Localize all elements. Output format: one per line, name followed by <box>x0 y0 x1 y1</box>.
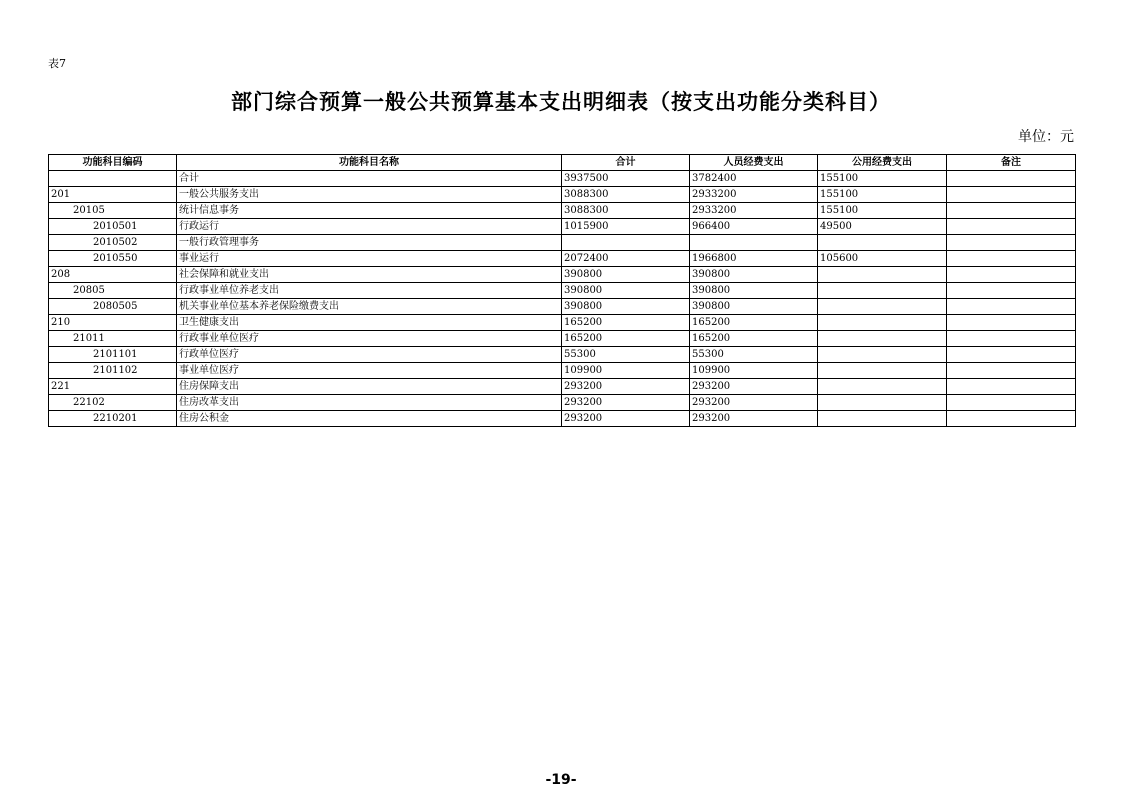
cell-function-name: 社会保障和就业支出 <box>177 267 562 283</box>
cell-public-expense: 105600 <box>818 251 947 267</box>
cell-note <box>947 331 1076 347</box>
cell-personnel-expense: 390800 <box>690 283 818 299</box>
header-function-code: 功能科目编码 <box>49 155 177 171</box>
cell-personnel-expense: 293200 <box>690 411 818 427</box>
cell-total: 1015900 <box>562 219 690 235</box>
cell-function-name: 行政事业单位养老支出 <box>177 283 562 299</box>
header-function-name: 功能科目名称 <box>177 155 562 171</box>
header-personnel-expense: 人员经费支出 <box>690 155 818 171</box>
cell-function-code: 20105 <box>49 203 177 219</box>
cell-total: 165200 <box>562 315 690 331</box>
cell-note <box>947 219 1076 235</box>
cell-note <box>947 203 1076 219</box>
table-row <box>49 315 1076 331</box>
cell-public-expense <box>818 235 947 251</box>
table-header-row <box>49 155 1076 171</box>
cell-public-expense <box>818 331 947 347</box>
cell-function-name: 行政单位医疗 <box>177 347 562 363</box>
cell-note <box>947 395 1076 411</box>
header-public-expense: 公用经费支出 <box>818 155 947 171</box>
cell-personnel-expense: 3782400 <box>690 171 818 187</box>
cell-public-expense <box>818 299 947 315</box>
cell-function-name: 住房改革支出 <box>177 395 562 411</box>
cell-function-code: 210 <box>49 315 177 331</box>
cell-function-name: 卫生健康支出 <box>177 315 562 331</box>
cell-note <box>947 315 1076 331</box>
cell-total: 55300 <box>562 347 690 363</box>
cell-public-expense: 155100 <box>818 171 947 187</box>
cell-function-code: 2101101 <box>49 347 177 363</box>
table-number: 表7 <box>48 57 66 70</box>
cell-note <box>947 379 1076 395</box>
cell-total: 3088300 <box>562 187 690 203</box>
cell-public-expense <box>818 315 947 331</box>
cell-function-code: 208 <box>49 267 177 283</box>
cell-note <box>947 347 1076 363</box>
table-row <box>49 395 1076 411</box>
cell-function-code: 221 <box>49 379 177 395</box>
cell-total: 390800 <box>562 299 690 315</box>
cell-function-code: 2010550 <box>49 251 177 267</box>
header-note: 备注 <box>947 155 1076 171</box>
cell-function-code: 21011 <box>49 331 177 347</box>
cell-function-name: 行政事业单位医疗 <box>177 331 562 347</box>
cell-function-code: 2010502 <box>49 235 177 251</box>
table-row <box>49 187 1076 203</box>
cell-personnel-expense: 390800 <box>690 299 818 315</box>
cell-public-expense: 49500 <box>818 219 947 235</box>
cell-public-expense: 155100 <box>818 203 947 219</box>
cell-personnel-expense: 165200 <box>690 331 818 347</box>
cell-total: 3088300 <box>562 203 690 219</box>
cell-total: 390800 <box>562 283 690 299</box>
cell-public-expense <box>818 363 947 379</box>
cell-public-expense <box>818 267 947 283</box>
cell-personnel-expense: 293200 <box>690 395 818 411</box>
cell-total: 109900 <box>562 363 690 379</box>
cell-function-code <box>49 171 177 187</box>
cell-total: 293200 <box>562 395 690 411</box>
cell-total <box>562 235 690 251</box>
cell-total: 2072400 <box>562 251 690 267</box>
table-row <box>49 363 1076 379</box>
cell-note <box>947 411 1076 427</box>
cell-public-expense <box>818 411 947 427</box>
cell-personnel-expense: 165200 <box>690 315 818 331</box>
cell-note <box>947 235 1076 251</box>
cell-function-code: 20805 <box>49 283 177 299</box>
cell-note <box>947 363 1076 379</box>
cell-function-name: 事业运行 <box>177 251 562 267</box>
budget-table <box>48 154 1076 427</box>
cell-function-name: 机关事业单位基本养老保险缴费支出 <box>177 299 562 315</box>
cell-personnel-expense: 293200 <box>690 379 818 395</box>
cell-function-name: 事业单位医疗 <box>177 363 562 379</box>
header-total: 合计 <box>562 155 690 171</box>
table-row <box>49 267 1076 283</box>
cell-function-name: 合计 <box>177 171 562 187</box>
cell-personnel-expense: 109900 <box>690 363 818 379</box>
table-row <box>49 171 1076 187</box>
cell-function-code: 2210201 <box>49 411 177 427</box>
table-row <box>49 251 1076 267</box>
cell-function-code: 2080505 <box>49 299 177 315</box>
table-row <box>49 235 1076 251</box>
cell-function-code: 201 <box>49 187 177 203</box>
table-row <box>49 299 1076 315</box>
cell-total: 293200 <box>562 379 690 395</box>
cell-note <box>947 267 1076 283</box>
cell-personnel-expense <box>690 235 818 251</box>
cell-public-expense <box>818 283 947 299</box>
cell-note <box>947 283 1076 299</box>
table-body <box>49 171 1076 427</box>
cell-note <box>947 187 1076 203</box>
cell-function-name: 住房公积金 <box>177 411 562 427</box>
table-row <box>49 347 1076 363</box>
cell-note <box>947 299 1076 315</box>
table-row <box>49 203 1076 219</box>
cell-public-expense <box>818 347 947 363</box>
cell-function-code: 22102 <box>49 395 177 411</box>
table-row <box>49 379 1076 395</box>
cell-note <box>947 171 1076 187</box>
cell-personnel-expense: 2933200 <box>690 187 818 203</box>
table-row <box>49 219 1076 235</box>
table-row <box>49 411 1076 427</box>
table-row <box>49 283 1076 299</box>
cell-function-code: 2101102 <box>49 363 177 379</box>
table-row <box>49 331 1076 347</box>
cell-personnel-expense: 2933200 <box>690 203 818 219</box>
unit-label: 单位：元 <box>1018 129 1074 145</box>
cell-personnel-expense: 55300 <box>690 347 818 363</box>
cell-public-expense <box>818 395 947 411</box>
cell-personnel-expense: 1966800 <box>690 251 818 267</box>
cell-personnel-expense: 966400 <box>690 219 818 235</box>
cell-total: 165200 <box>562 331 690 347</box>
cell-total: 3937500 <box>562 171 690 187</box>
cell-function-name: 一般行政管理事务 <box>177 235 562 251</box>
cell-note <box>947 251 1076 267</box>
cell-public-expense: 155100 <box>818 187 947 203</box>
cell-total: 293200 <box>562 411 690 427</box>
cell-function-name: 一般公共服务支出 <box>177 187 562 203</box>
page-title: 部门综合预算一般公共预算基本支出明细表（按支出功能分类科目） <box>231 90 891 114</box>
cell-function-code: 2010501 <box>49 219 177 235</box>
cell-personnel-expense: 390800 <box>690 267 818 283</box>
cell-function-name: 统计信息事务 <box>177 203 562 219</box>
cell-total: 390800 <box>562 267 690 283</box>
cell-function-name: 住房保障支出 <box>177 379 562 395</box>
page-number: -19- <box>545 772 577 788</box>
cell-public-expense <box>818 379 947 395</box>
cell-function-name: 行政运行 <box>177 219 562 235</box>
